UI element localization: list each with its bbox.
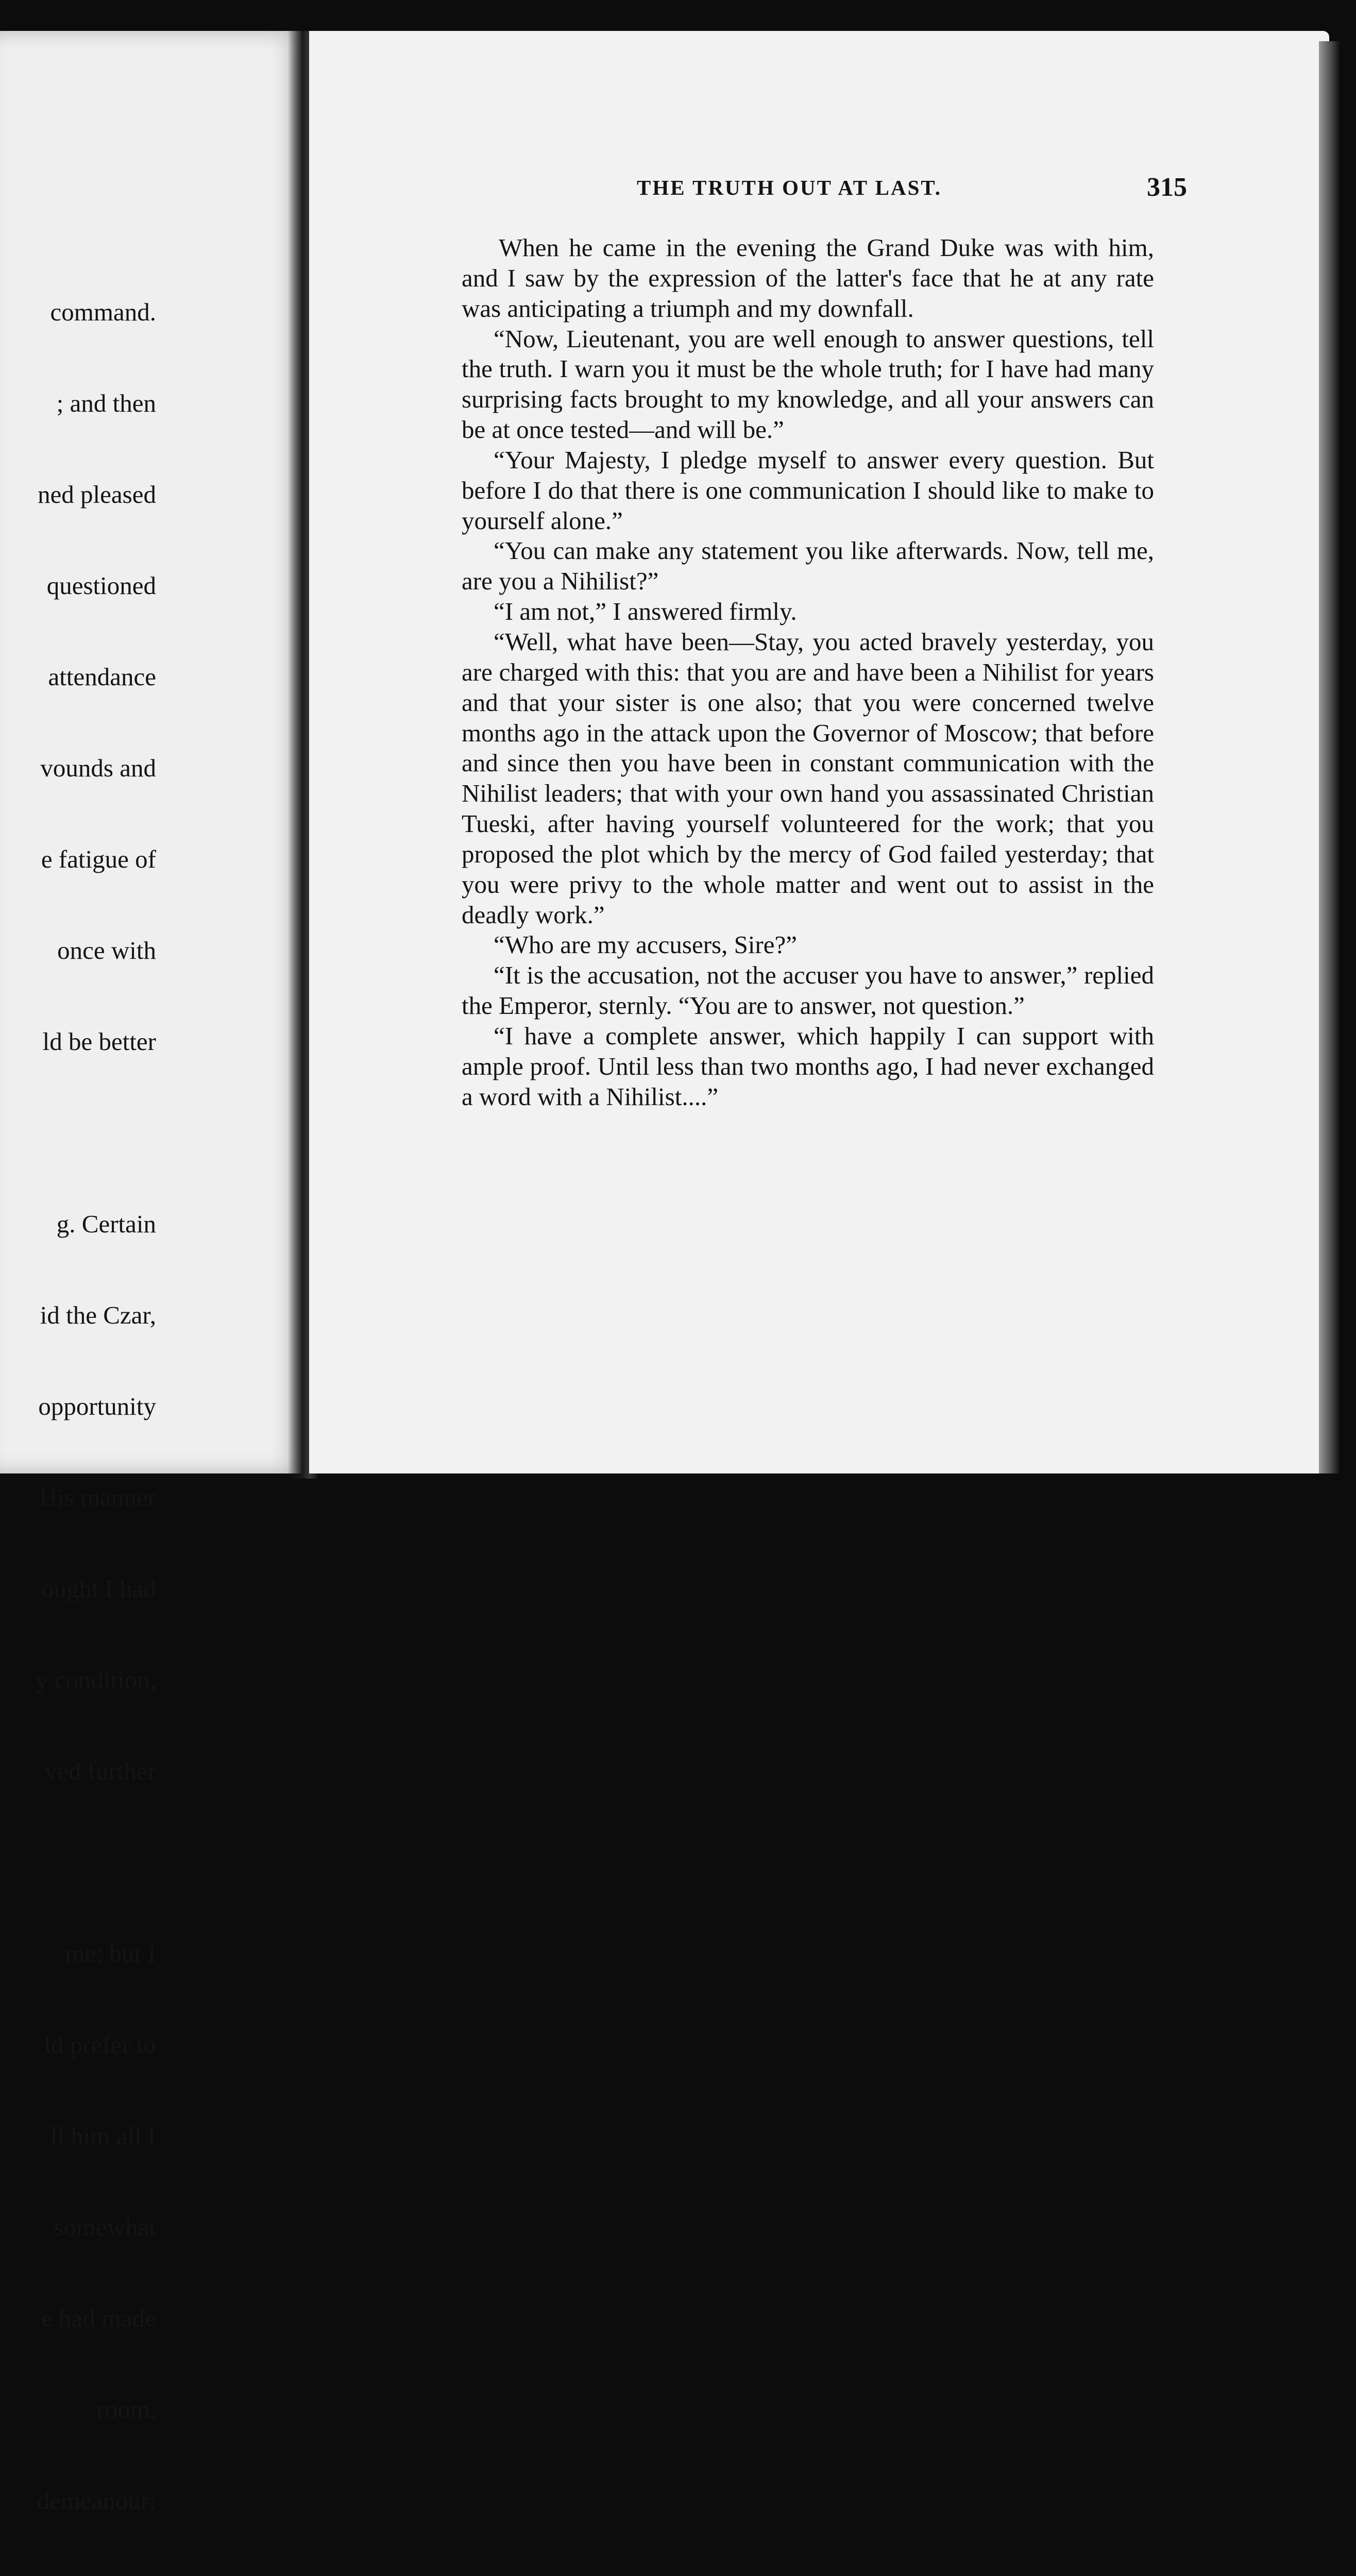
page-edge: [1319, 41, 1340, 1473]
left-page: [0, 31, 307, 2515]
left-line: ned pleased: [38, 480, 156, 509]
left-line: e had made: [41, 2304, 156, 2332]
page-header: [317, 142, 1187, 202]
paragraph: “Now, Lieutenant, you are well enough to answer questions, tell the truth. I warn you it must be the whole truth; for I have had many surprising facts brought to my knowledge, and all your answers can be at once tested—and will be.”: [462, 324, 1154, 444]
left-line: ; and then: [56, 389, 156, 417]
paragraph: “Who are my accusers, Sire?”: [494, 930, 798, 959]
left-line: opportunity: [38, 1392, 156, 1420]
paragraph: “Well, what have been—Stay, you acted bravely yesterday, you are charged with this: that you are and have been a Nihilist for years and that your sister is one also; that you were concerned twelve months ago in the attack upon the Governor of Moscow; that before and since then you have been in constant communication with the Nihilist leaders; that with your own hand you assassinated Christian Tueski, after having yourself volunteered for the work; that you proposed the plot which by the mercy of God failed yesterday; that you were privy to the whole matter and went out to assist in the deadly work.”: [462, 627, 1154, 929]
left-line: questioned: [46, 571, 156, 600]
left-line: ved further: [44, 1757, 156, 1785]
body-text: [462, 233, 1154, 1112]
left-line: attendance: [48, 663, 156, 691]
left-line: me; but I: [65, 1939, 156, 1968]
left-line: y condition,: [35, 1666, 156, 1694]
left-line: ld be better: [42, 1027, 156, 1056]
left-line: g. Certain: [56, 1210, 156, 1238]
left-line: [27, 1847, 156, 1877]
left-page-text: [27, 236, 156, 2576]
paragraph: “You can make any statement you like afterwards. Now, tell me, are you a Nihilist?”: [462, 536, 1154, 596]
left-line: His manner: [39, 1483, 156, 1512]
left-line: [27, 1117, 156, 1148]
left-line: room.: [96, 2395, 156, 2424]
left-line: e fatigue of: [41, 845, 156, 873]
paragraph: “Your Majesty, I pledge myself to answer every question. But before I do that there is one communication I should like to make to yourself alone.”: [462, 445, 1154, 535]
left-line: id the Czar,: [40, 1301, 156, 1329]
left-line: once with: [57, 936, 156, 964]
left-line: somewhat: [54, 2213, 156, 2241]
paragraph: “I am not,” I answered firmly.: [494, 597, 797, 626]
running-head: THE TRUTH OUT AT LAST.: [637, 176, 942, 199]
left-line: ld prefer to: [44, 2030, 156, 2059]
paragraph: When he came in the evening the Grand Duke was with him, and I saw by the expression of the latter's face that he at any rate was anticipating a triumph and my downfall.: [462, 233, 1154, 323]
left-line: vounds and: [40, 754, 156, 782]
left-line: demeanour;: [37, 2486, 156, 2515]
paragraph: “I have a complete answer, which happily I can support with ample proof. Until less than two months ago, I had never exchanged a word with a Nihilist....”: [462, 1021, 1154, 1111]
paragraph: “It is the accusation, not the accuser you have to answer,” replied the Emperor, sternly. “You are to answer, not question.”: [462, 961, 1154, 1020]
page-number: 315: [1147, 173, 1187, 202]
left-line: command.: [50, 298, 156, 326]
left-line: ll him all I: [50, 2122, 156, 2150]
left-line: ought I had: [41, 1574, 156, 1603]
